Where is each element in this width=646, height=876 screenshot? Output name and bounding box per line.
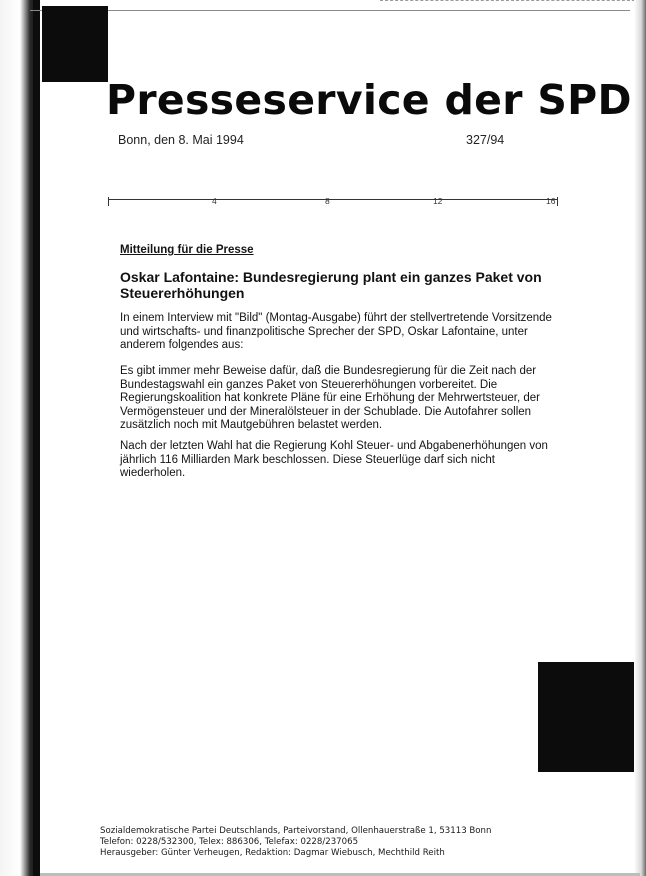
scan-top-marks (380, 0, 640, 25)
ruler-end-tick (557, 197, 558, 206)
paragraph-text: Es gibt immer mehr Beweise dafür, daß die Bundesregierung für die Zeit nach der Bundestagswahl ein ganzes Paket von Steuererhöhungen vorbereitet. Die Regierungskoalition hat konkrete Pläne für eine Erhöhung der Mehrwertsteuer, der Vermögensteuer und der Mineralölsteuer in der Schublade. Die Autofahrer sollen zusätzlich noch mit Mautgebühren belastet werden. (120, 365, 540, 432)
scan-black-block-top (42, 6, 108, 82)
ruler-line (108, 199, 558, 200)
ruler-mark: 4 (212, 196, 217, 206)
ruler-mark: 8 (325, 196, 330, 206)
headline: Oskar Lafontaine: Bundesregierung plant ein ganzes Paket von Steuererhöhungen (120, 269, 542, 301)
footer-address: Sozialdemokratische Partei Deutschlands, Parteivorstand, Ollenhauerstraße 1, 53113 Bonn (100, 826, 492, 836)
masthead-title: Presseservice der SPD (106, 76, 632, 124)
paragraph-text: In einem Interview mit "Bild" (Montag-Ausgabe) führt der stellvertretende Vorsitzende und wirtschafts- und finanzpolitische Sprecher der SPD, Oskar Lafontaine, unter anderem folgendes aus: (120, 312, 552, 352)
footer-publisher: Herausgeber: Günter Verheugen, Redaktion: Dagmar Wiebusch, Mechthild Reith (100, 848, 445, 859)
scan-right-edge (634, 0, 646, 876)
document-number: 327/94 (466, 133, 505, 147)
paragraph-intro (120, 312, 560, 353)
footer-contact: Telefon: 0228/532300, Telex: 886306, Telefax: 0228/237065 (100, 837, 359, 848)
footer (100, 826, 520, 860)
press-release-label: Mitteilung für die Presse (120, 244, 254, 256)
paragraph-quote (120, 365, 560, 433)
dateline: Bonn, den 8. Mai 1994 (118, 133, 244, 147)
ruler (108, 197, 558, 207)
paragraph-closing (120, 440, 560, 481)
scan-binding-line (33, 0, 40, 876)
ruler-mark: 16 (546, 196, 556, 206)
scan-black-block-bottom (538, 662, 646, 772)
ruler-mark: 12 (433, 196, 443, 206)
ruler-start-tick (108, 197, 109, 206)
paragraph-text: Nach der letzten Wahl hat die Regierung Kohl Steuer- und Abgabenerhöhungen von jährlich 116 Milliarden Mark beschlossen. Diese Steuerlüge darf sich nicht wiederholen. (120, 440, 548, 480)
